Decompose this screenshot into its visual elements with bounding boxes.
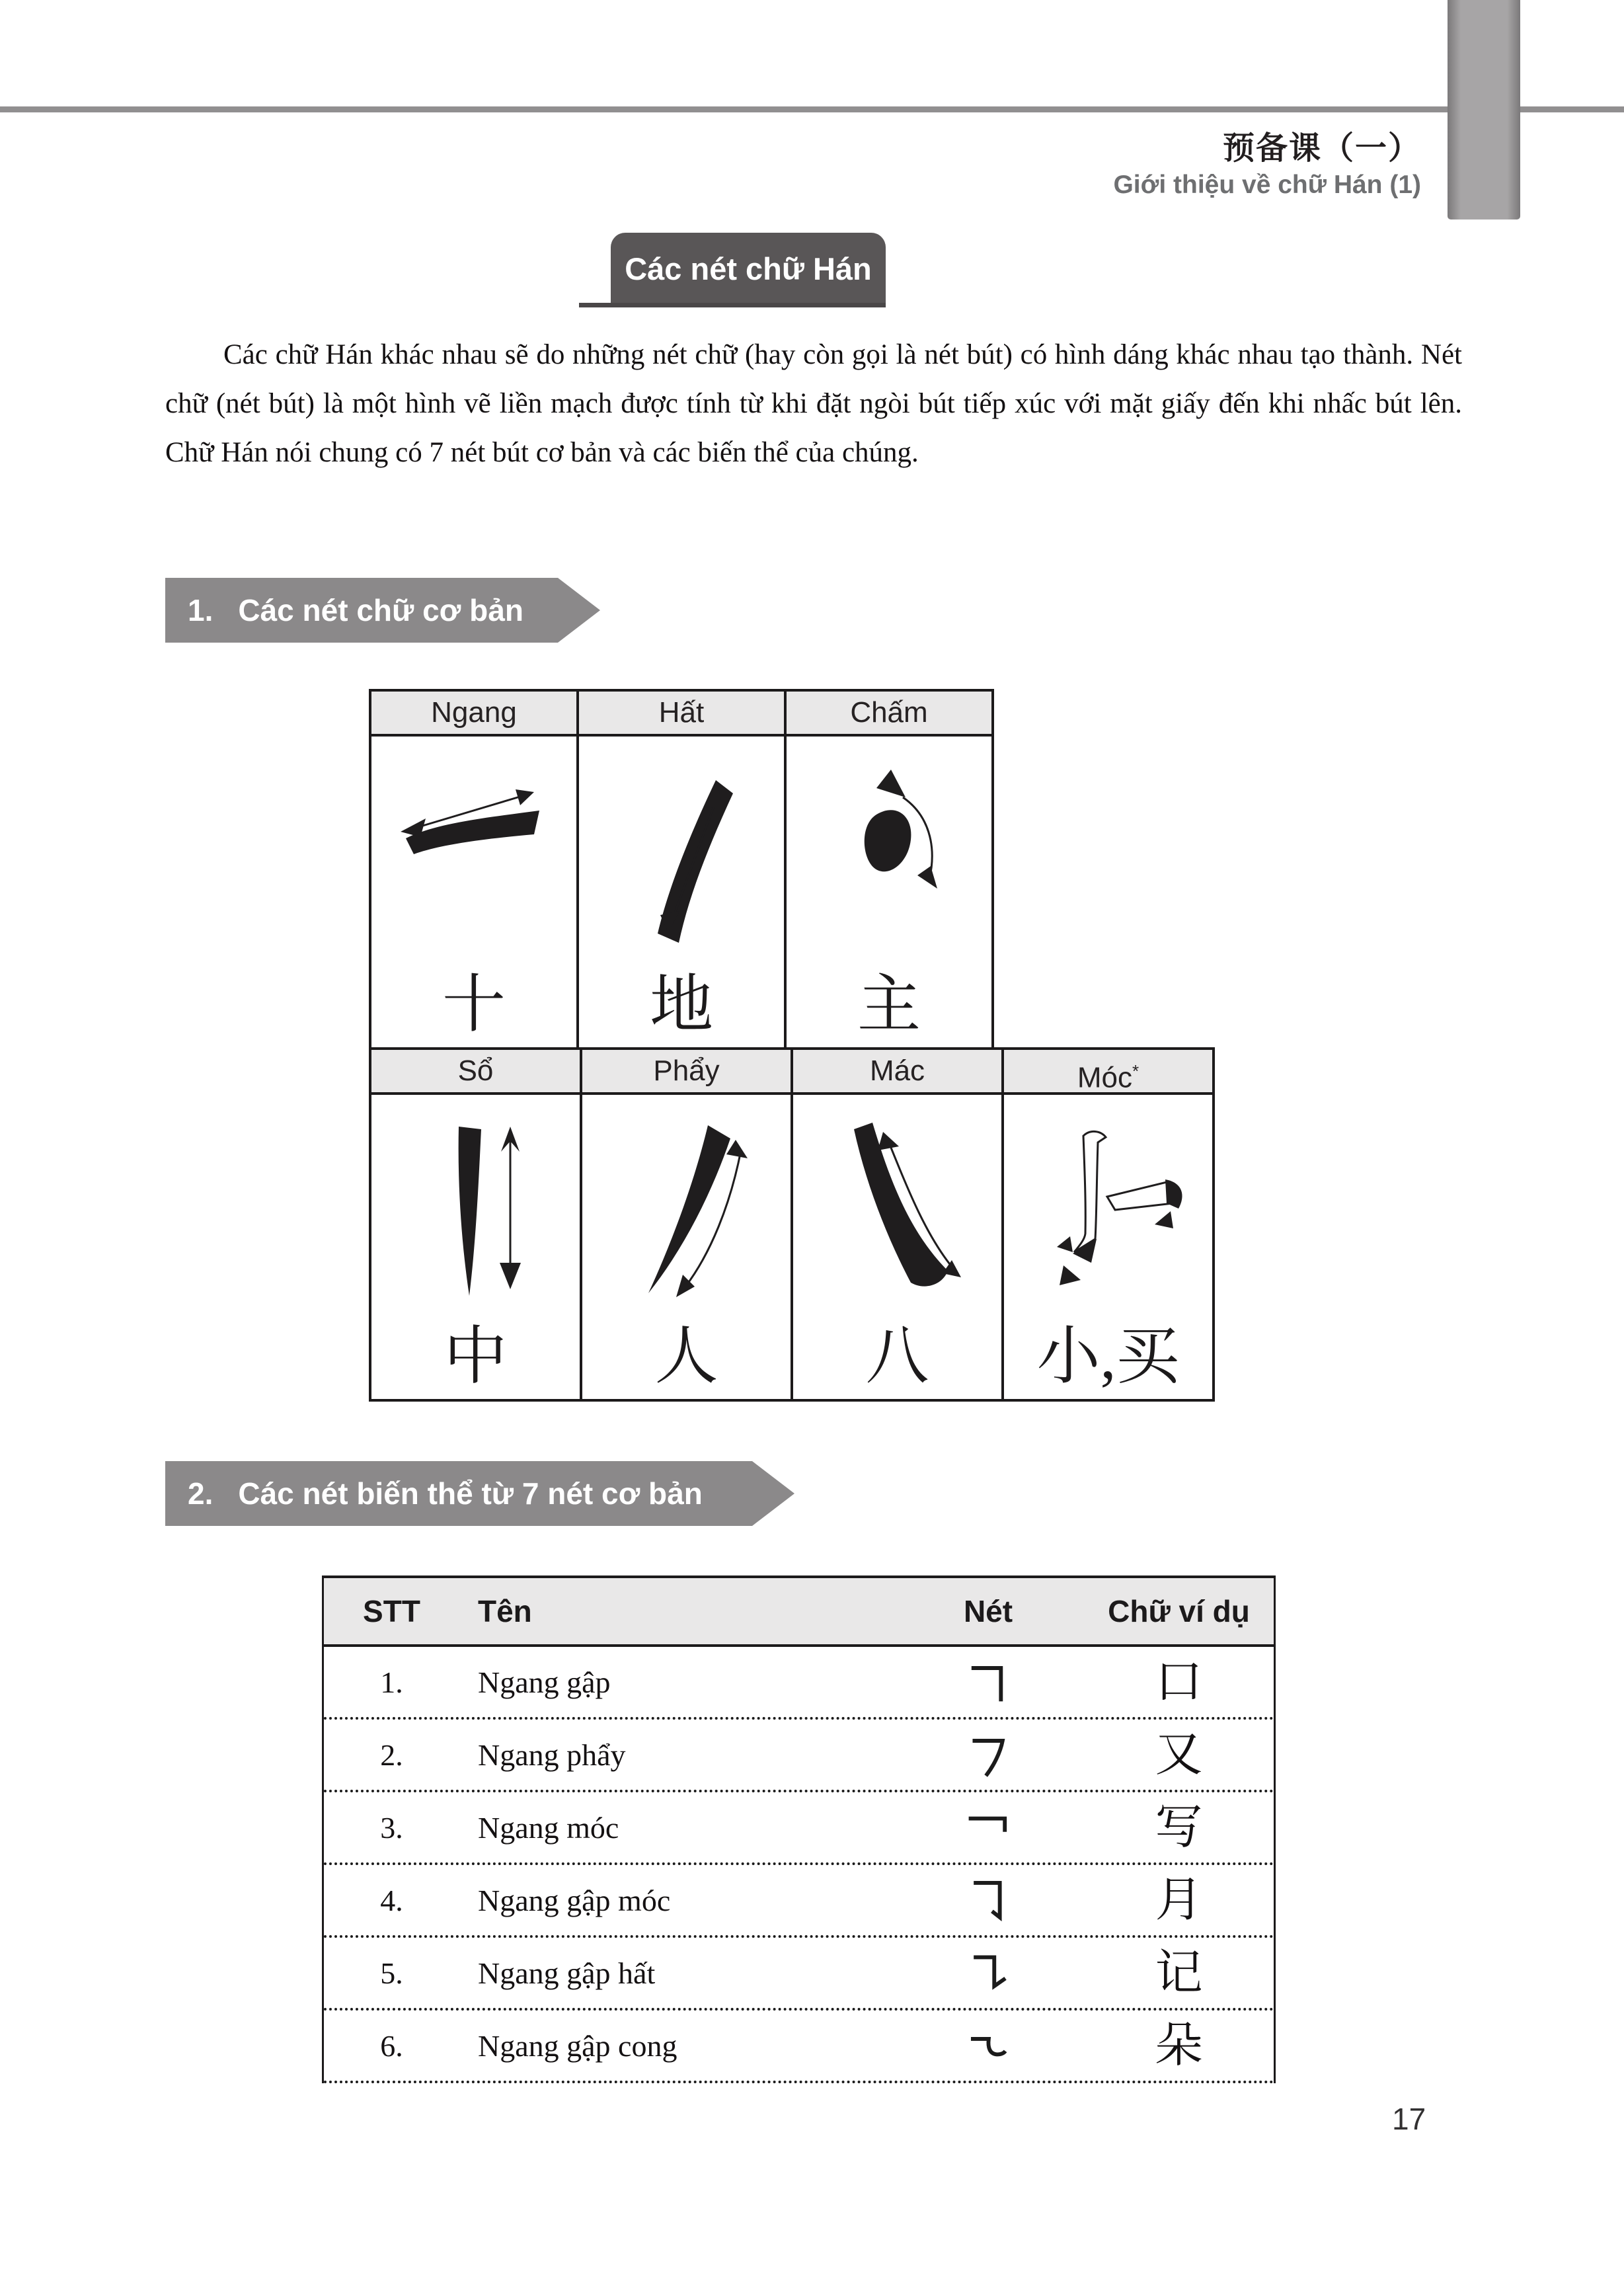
- stroke-cell-ngang: [371, 737, 579, 1047]
- chapter-badge: [579, 233, 886, 307]
- stroke-glyph-ngang-gap-hat: [892, 1945, 1084, 2001]
- header-ten: Tên: [478, 1594, 532, 1628]
- corner-tab: [1448, 0, 1520, 219]
- example-character: 记: [1155, 1946, 1203, 1999]
- basic-strokes-row-2: [369, 1047, 1215, 1402]
- section-2-banner: [165, 1461, 752, 1526]
- ngang-example-char: 十: [442, 969, 506, 1040]
- row-number: 1.: [380, 1665, 403, 1699]
- header-vidu: Chữ ví dụ: [1108, 1594, 1250, 1628]
- stroke-cell-so: [371, 1095, 582, 1402]
- stroke-header-moc-label: Móc: [1077, 1061, 1132, 1094]
- header-net: Nét: [963, 1594, 1013, 1628]
- cham-example-char: 主: [857, 969, 921, 1040]
- page-header: [1113, 130, 1421, 202]
- row-number: 4.: [380, 1883, 403, 1917]
- stroke-header-cham: Chấm: [787, 692, 994, 737]
- basic-strokes-table: [369, 689, 1215, 1402]
- moc-footnote-marker: *: [1132, 1061, 1140, 1081]
- stroke-name: Ngang gập hất: [478, 1956, 656, 1990]
- intro-paragraph: Các chữ Hán khác nhau sẽ do những nét chữ (hay còn gọi là nét bút) có hình dáng khác nhau tạo thành. Nét chữ (nét bút) là một hình vẽ liền mạch được tính từ khi đặt ngòi bút tiếp xúc với mặt giấy đến khi nhấc bút lên. Chữ Hán nói chung có 7 nét bút cơ bản và các biến thể của chúng.: [165, 339, 1462, 468]
- table-row: [324, 1865, 1274, 1938]
- stroke-cell-cham: [787, 737, 994, 1047]
- header-stt: STT: [363, 1594, 420, 1628]
- stroke-name: Ngang gập cong: [478, 2028, 677, 2063]
- mac-stroke-icon: [825, 1112, 970, 1310]
- chapter-badge-label: Các nét chữ Hán: [611, 233, 886, 303]
- so-example-char: 中: [444, 1321, 508, 1392]
- section-2-title: Các nét biến thể từ 7 nét cơ bản: [238, 1476, 703, 1511]
- stroke-name: Ngang gập: [478, 1665, 611, 1699]
- example-character: 口: [1155, 1655, 1203, 1708]
- stroke-glyph-ngang-gap-moc: [892, 1872, 1084, 1928]
- table-row: [324, 1647, 1274, 1720]
- example-character: 又: [1155, 1728, 1203, 1781]
- cham-stroke-icon: [820, 754, 958, 926]
- table-row: [324, 2011, 1274, 2083]
- stroke-name: Ngang gập móc: [478, 1883, 671, 1917]
- stroke-glyph-ngang-gap: [892, 1654, 1084, 1710]
- example-character: 月: [1155, 1874, 1203, 1927]
- section-2-number: 2.: [188, 1476, 213, 1511]
- row-number: 5.: [380, 1956, 403, 1990]
- stroke-cell-mac: [793, 1095, 1004, 1402]
- variant-strokes-table: [322, 1575, 1276, 2083]
- hat-example-char: 地: [650, 969, 713, 1040]
- phay-stroke-icon: [614, 1112, 759, 1310]
- stroke-header-phay: Phẩy: [582, 1050, 793, 1095]
- stroke-cell-moc: [1004, 1095, 1215, 1402]
- stroke-cell-hat: [579, 737, 787, 1047]
- table-row: [324, 1792, 1274, 1865]
- so-stroke-icon: [403, 1112, 549, 1310]
- basic-strokes-row-1: [369, 689, 994, 1047]
- stroke-header-ngang: Ngang: [371, 692, 579, 737]
- ngang-stroke-icon: [391, 754, 557, 893]
- stroke-header-mac: Mác: [793, 1050, 1004, 1095]
- example-character: 朵: [1155, 2019, 1203, 2072]
- mac-example-char: 八: [865, 1321, 929, 1392]
- lesson-title-chinese: 预备课（一）: [1222, 131, 1421, 166]
- stroke-glyph-ngang-gap-cong: [892, 2018, 1084, 2073]
- stroke-name: Ngang phẩy: [478, 1737, 626, 1772]
- table-row: [324, 1720, 1274, 1792]
- phay-example-char: 人: [654, 1321, 718, 1392]
- row-number: 2.: [380, 1737, 403, 1772]
- row-number: 3.: [380, 1810, 403, 1845]
- stroke-header-moc: [1004, 1050, 1215, 1095]
- variant-table-header: [324, 1575, 1274, 1647]
- stroke-glyph-ngang-phay: [892, 1727, 1084, 1782]
- stroke-name: Ngang móc: [478, 1810, 619, 1845]
- top-rule: [0, 106, 1624, 112]
- row-number: 6.: [380, 2028, 403, 2063]
- stroke-header-hat: Hất: [579, 692, 787, 737]
- section-1-title: Các nét chữ cơ bản: [238, 593, 523, 627]
- page-number: 17: [1392, 2102, 1426, 2136]
- moc-example-char: 小,买: [1036, 1321, 1180, 1392]
- stroke-cell-phay: [582, 1095, 793, 1402]
- stroke-header-so: Sổ: [371, 1050, 582, 1095]
- lesson-title-vietnamese: Giới thiệu về chữ Hán (1): [1113, 171, 1421, 199]
- section-1-number: 1.: [188, 593, 213, 627]
- hat-stroke-icon: [615, 754, 748, 952]
- stroke-glyph-ngang-moc: [892, 1800, 1084, 1855]
- table-row: [324, 1938, 1274, 2011]
- example-character: 写: [1155, 1801, 1203, 1854]
- section-1-banner: [165, 578, 558, 643]
- moc-stroke-icon: [1023, 1112, 1194, 1310]
